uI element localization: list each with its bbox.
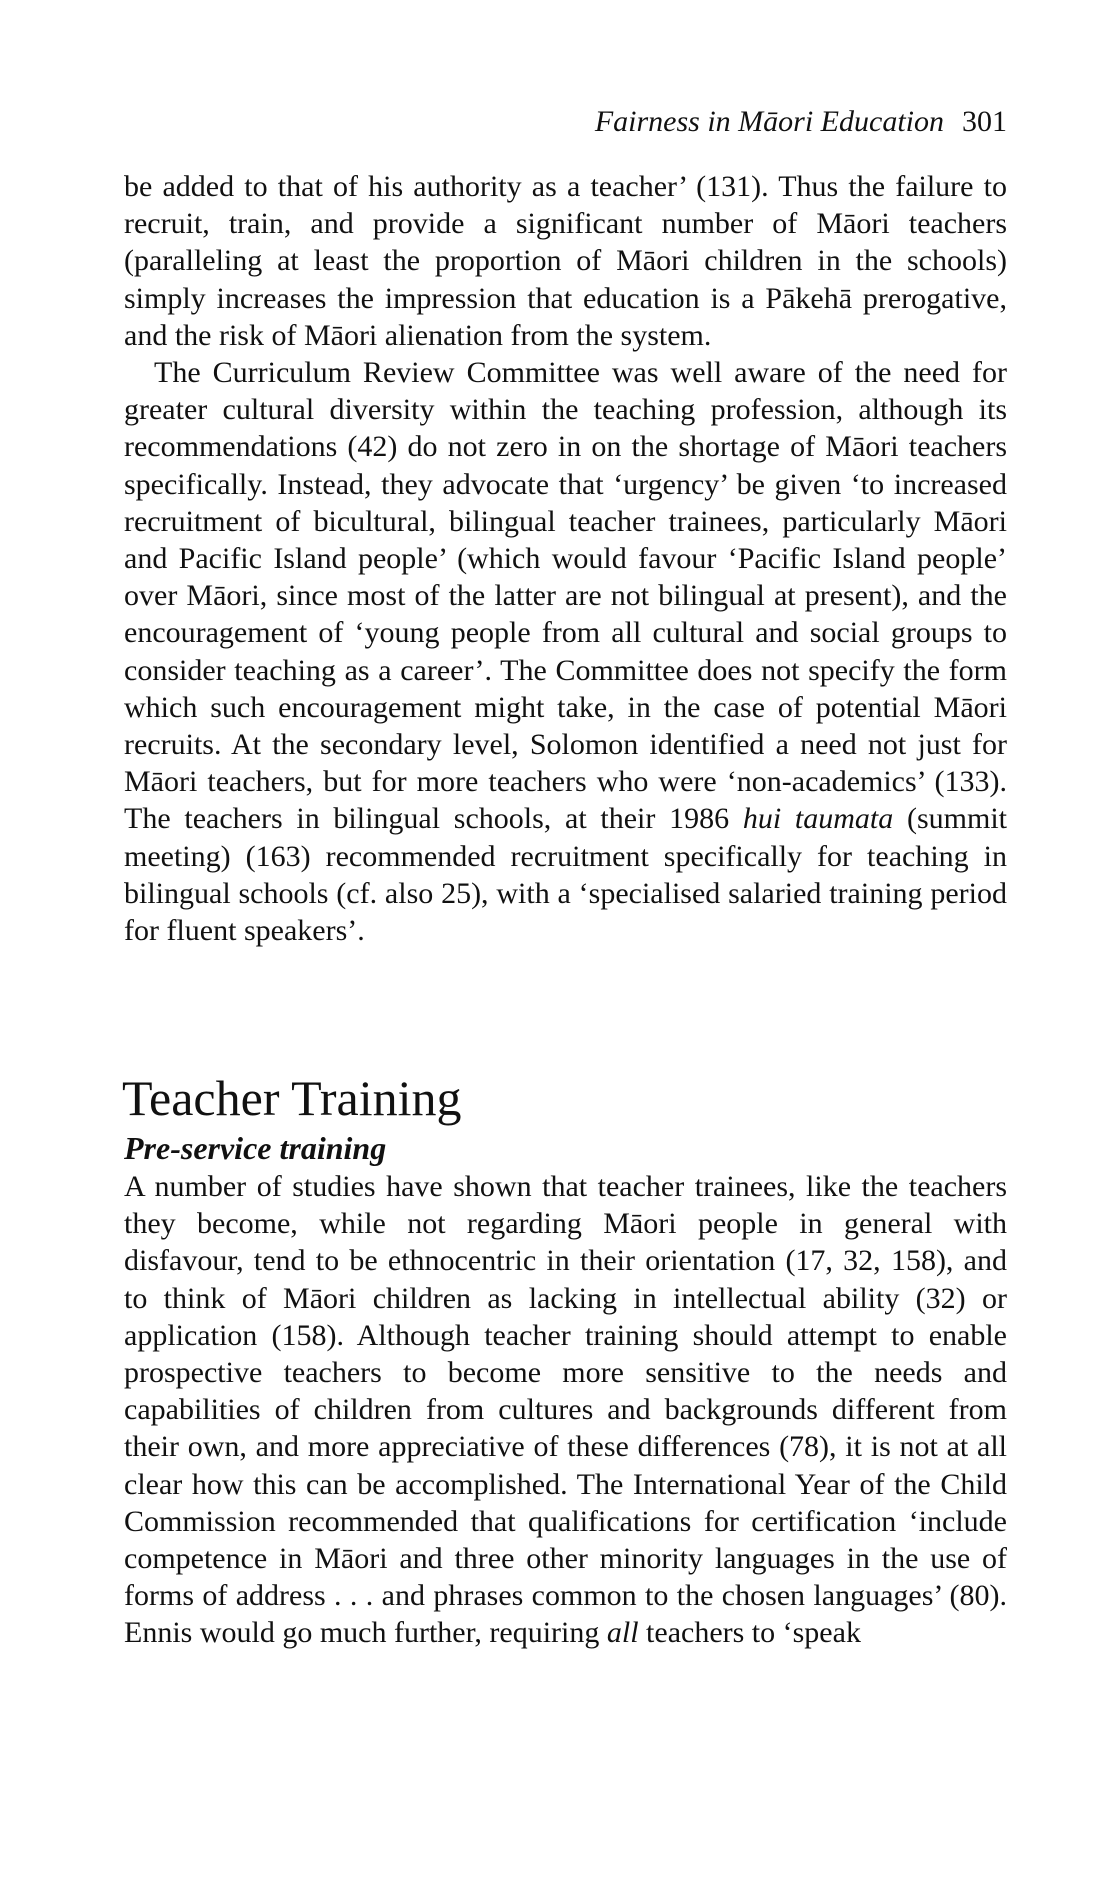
text-block-upper [124, 168, 1007, 949]
emphasis: all [606, 1616, 639, 1650]
running-head [124, 104, 1007, 140]
paragraph-text: A number of studies have shown that teacher trainees, like the teachers they become, while not regarding Māori people in general with disfavour, tend to be ethnocentric in their orientation (17, 32, 158), and to think of Māori children as lacking in intellectual ability (32) or application (158). Although teacher training should attempt to enable prospective teachers to become more sensitive to the needs and capabilities of children from cultures and backgrounds different from their own, and more appreciative of these differences (78), it is not at all clear how this can be accomplished. The International Year of the Child Commission recommended that qualifications for certification ‘include competence in Māori and three other minority languages in the use of forms of address . . . and phrases common to the chosen languages’ (80). Ennis would go much further, requiring [124, 1170, 1007, 1650]
text-block-lower [124, 1168, 1007, 1652]
running-title: Fairness in Māori Education [594, 105, 944, 138]
paragraph-text: teachers to ‘speak [638, 1616, 861, 1650]
paragraph-curriculum-review [124, 354, 1007, 949]
paragraph-continuation: be added to that of his authority as a teacher’ (131). Thus the failure to recruit, train, and provide a significant number of Māori teachers (paralleling at least the proportion of Māori children in the schools) simply increases the impression that education is a Pākehā prerogative, and the risk of Māori alienation from the system. [124, 170, 1007, 352]
paragraph-pre-service [124, 1168, 1007, 1652]
page-number: 301 [962, 105, 1007, 138]
maori-term: hui taumata [742, 802, 894, 836]
subsection-heading: Pre-service training [124, 1130, 387, 1166]
section-heading: Teacher Training [122, 1070, 462, 1126]
paragraph-text: The Curriculum Review Committee was well aware of the need for greater cultural diversity within the teaching profession, although its recommendations (42) do not zero in on the shortage of Māori teachers specifically. Instead, they advocate that ‘urgency’ be given ‘to increased recruitment of bicultural, bilingual teacher trainees, particularly Māori and Pacific Island people’ (which would favour ‘Pacific Island people’ over Māori, since most of the latter are not bilingual at present), and the encouragement of ‘young people from all cultural and social groups to consider teaching as a career’. The Committee does not specify the form which such encouragement might take, in the case of potential Māori recruits. At the secondary level, Solomon identified a need not just for Māori teachers, but for more teachers who were ‘non-academics’ (133). The teachers in bilingual schools, at their 1986 [124, 356, 1007, 836]
paragraph-text: (summit meeting) (163) recommended recruitment specifically for teaching in bilingual schools (cf. also 25), with a ‘specialised salaried training period for fluent speakers’. [124, 802, 1007, 948]
